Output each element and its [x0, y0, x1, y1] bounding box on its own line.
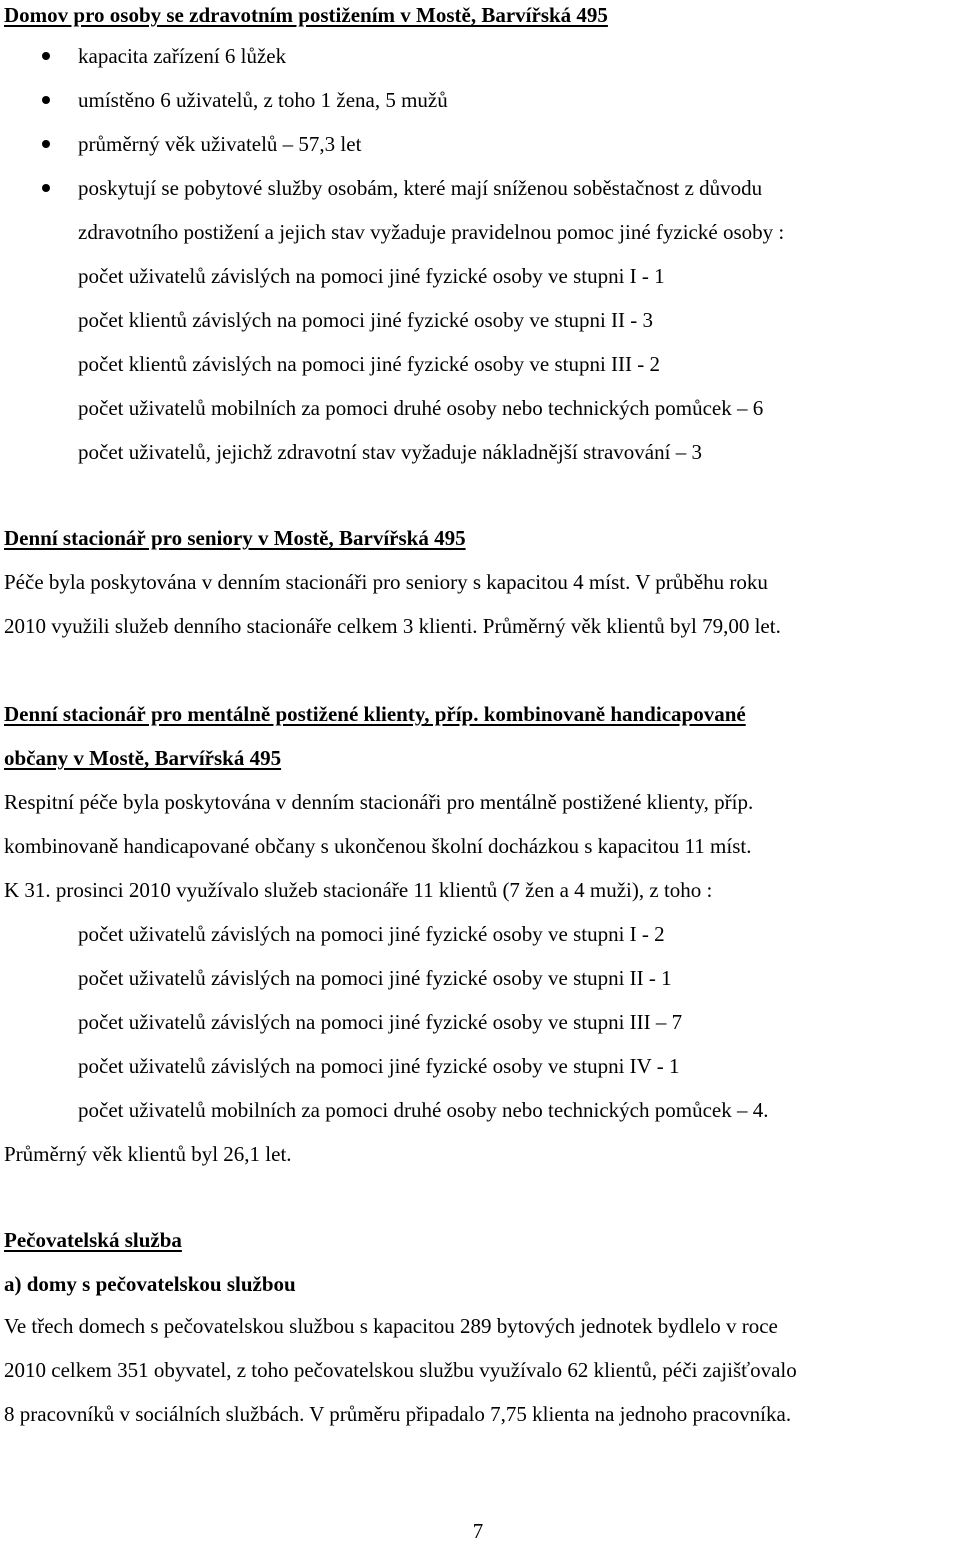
paragraph-line: kombinovaně handicapované občany s ukončenou školní docházkou s kapacitou 11 míst. [4, 834, 752, 858]
section-heading-pecovatelska-sluzba: Pečovatelská služba [4, 1228, 182, 1252]
paragraph-line: Péče byla poskytována v denním stacionáři pro seniory s kapacitou 4 míst. V průběhu roku [4, 570, 768, 594]
paragraph-line: 2010 využili služeb denního stacionáře celkem 3 klienti. Průměrný věk klientů byl 79,00 let. [4, 614, 781, 638]
paragraph-line: Respitní péče byla poskytována v denním stacionáři pro mentálně postižené klienty, příp. [4, 790, 754, 814]
bullet-icon [42, 140, 50, 148]
section-heading-stacionar-seniory: Denní stacionář pro seniory v Mostě, Barvířská 495 [4, 526, 466, 550]
stat-line: počet uživatelů, jejichž zdravotní stav vyžaduje nákladnější stravování – 3 [78, 440, 702, 464]
bullet-continuation: zdravotního postižení a jejich stav vyžaduje pravidelnou pomoc jiné fyzické osoby : [78, 220, 785, 244]
stat-line: počet uživatelů závislých na pomoci jiné fyzické osoby ve stupni I - 2 [78, 922, 665, 946]
paragraph-line: 2010 celkem 351 obyvatel, z toho pečovatelskou službu využívalo 62 klientů, péči zajišťovalo [4, 1358, 797, 1382]
section-heading-continuation: občany v Mostě, Barvířská 495 [4, 746, 282, 770]
subsection-heading: a) domy s pečovatelskou službou [4, 1272, 296, 1296]
section-heading-stacionar-mentalne: Denní stacionář pro mentálně postižené klienty, příp. kombinovaně handicapované [4, 702, 746, 726]
stat-line: počet uživatelů mobilních za pomoci druhé osoby nebo technických pomůcek – 6 [78, 396, 764, 420]
bullet-item: poskytují se pobytové služby osobám, které mají sníženou soběstačnost z důvodu [78, 176, 763, 200]
paragraph-line: 8 pracovníků v sociálních službách. V průměru připadalo 7,75 klienta na jednoho pracovníka. [4, 1402, 792, 1426]
stat-line: počet uživatelů závislých na pomoci jiné fyzické osoby ve stupni II - 1 [78, 966, 672, 990]
bullet-icon [42, 52, 50, 60]
bullet-item: kapacita zařízení 6 lůžek [78, 44, 287, 68]
stat-line: počet uživatelů závislých na pomoci jiné fyzické osoby ve stupni I - 1 [78, 264, 665, 288]
stat-line: počet uživatelů závislých na pomoci jiné fyzické osoby ve stupni IV - 1 [78, 1054, 680, 1078]
stat-line: počet klientů závislých na pomoci jiné fyzické osoby ve stupni II - 3 [78, 308, 654, 332]
page-number: 7 [472, 1519, 484, 1543]
bullet-item: průměrný věk uživatelů – 57,3 let [78, 132, 362, 156]
bullet-icon [42, 184, 50, 192]
bullet-item: umístěno 6 uživatelů, z toho 1 žena, 5 mužů [78, 88, 448, 112]
paragraph-line: Ve třech domech s pečovatelskou službou s kapacitou 289 bytových jednotek bydlelo v roce [4, 1314, 778, 1338]
stat-line: počet uživatelů závislých na pomoci jiné fyzické osoby ve stupni III – 7 [78, 1010, 683, 1034]
stat-line: počet klientů závislých na pomoci jiné fyzické osoby ve stupni III - 2 [78, 352, 661, 376]
section-heading-domov: Domov pro osoby se zdravotním postižením v Mostě, Barvířská 495 [4, 3, 608, 27]
paragraph-line: K 31. prosinci 2010 využívalo služeb stacionáře 11 klientů (7 žen a 4 muži), z toho : [4, 878, 713, 902]
bullet-icon [42, 96, 50, 104]
stat-line: počet uživatelů mobilních za pomoci druhé osoby nebo technických pomůcek – 4. [78, 1098, 769, 1122]
paragraph-line: Průměrný věk klientů byl 26,1 let. [4, 1142, 292, 1166]
